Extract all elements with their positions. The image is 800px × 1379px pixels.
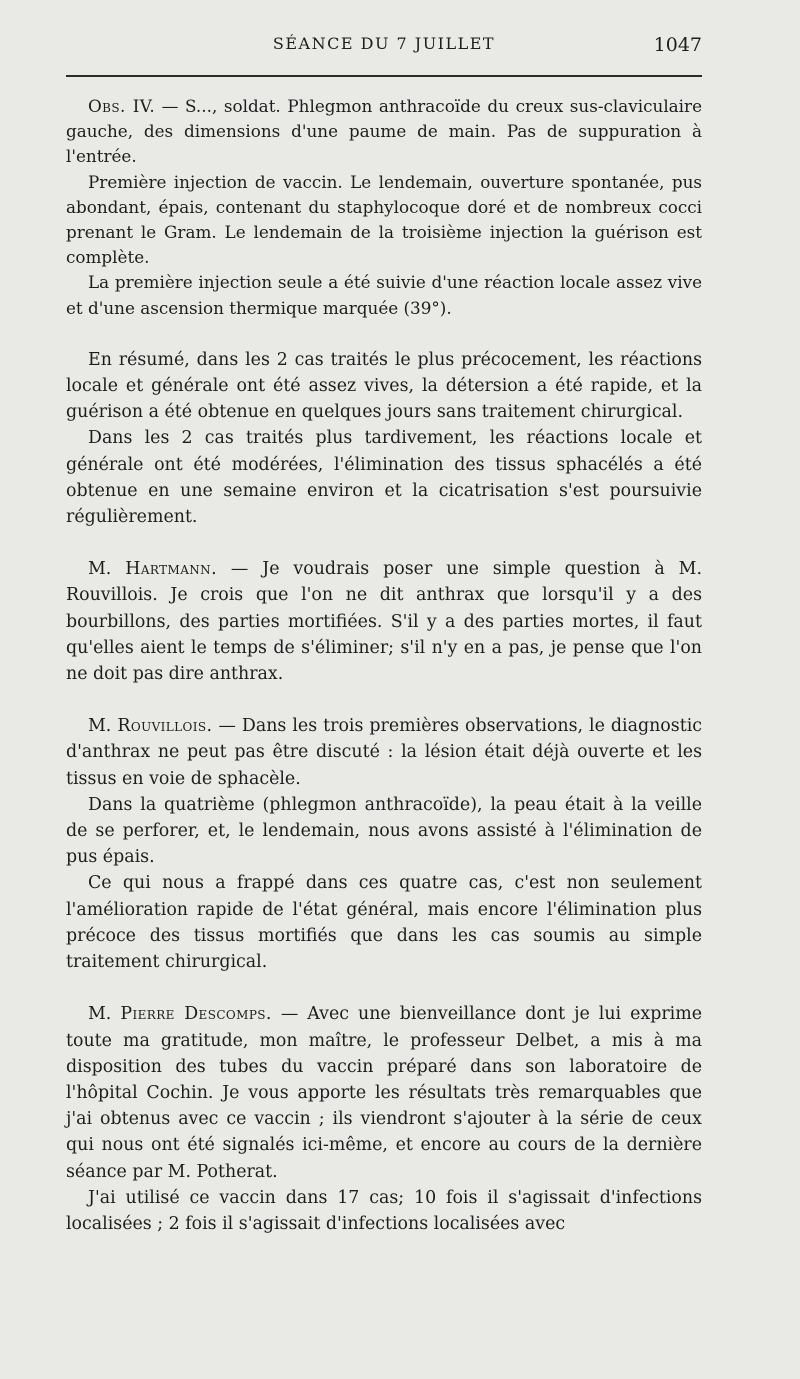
speaker-prefix: M. (88, 716, 118, 737)
speaker-name: Pierre Descomps. (120, 1004, 272, 1025)
speech-text: — Avec une bienveillance dont je lui exprime toute ma gratitude, mon maître, le professeur Delbet, a mis à ma disposition des tubes du vaccin préparé dans son laboratoire de l'hôpital Cochin. Je vous apporte les résultats très remarquables que j'ai obtenus avec ce vaccin ; ils viendront s'ajouter à la série de ceux qui nous ont été signalés ici-même, et encore au cours de la dernière séance par M. Potherat. (66, 1004, 703, 1182)
section-gap (66, 530, 702, 556)
speech-text: — Dans les trois premières observations, le diagnostic d'anthrax ne peut pas être discuté : la lésion était déjà ouverte et les tissus en voie de sphacèle. (66, 716, 702, 789)
speech-paragraph: Dans la quatrième (phlegmon anthracoïde), la peau était à la veille de se perforer, et, le lendemain, nous avons assisté à l'élimination de pus épais. (66, 794, 702, 868)
speech-text: — Je voudrais poser une simple question à M. Rouvillois. Je crois que l'on ne dit anthrax que lorsqu'il y a des bourbillons, des parties mortifiées. S'il y a des parties mortes, il faut qu'elles aient le temps de s'éliminer; s'il n'y en a pas, je pense que l'on ne doit pas dire anthrax. (66, 559, 702, 685)
page-number: 1047 (653, 34, 702, 56)
running-title: SÉANCE DU 7 JUILLET (272, 34, 496, 53)
page-header (66, 34, 702, 64)
body-text (66, 94, 702, 1237)
summary-paragraph: En résumé, dans les 2 cas traités le plus précocement, les réactions locale et générale ont été assez vives, la détersion a été rapide, et la guérison a été obtenue en quelques jours sans traitement chirurgical. (66, 349, 702, 423)
section-gap (66, 975, 702, 1001)
speaker-name: Hartmann. (125, 559, 218, 580)
speech-descomps (66, 1001, 702, 1184)
speaker-prefix: M. (88, 559, 126, 580)
observation-paragraph: Première injection de vaccin. Le lendemain, ouverture spontanée, pus abondant, épais, contenant du staphylocoque doré et de nombreux cocci prenant le Gram. Le lendemain de la troisième injection la guérison est complète. (66, 171, 702, 268)
speaker-prefix: M. (88, 1004, 121, 1025)
section-gap (66, 687, 702, 713)
speech-paragraph: J'ai utilisé ce vaccin dans 17 cas; 10 fois il s'agissait d'infections localisées ; 2 fois il s'agissait d'infections localisées avec (66, 1187, 702, 1234)
speech-rouvillois (66, 713, 702, 792)
speaker-name: Rouvillois. (117, 716, 213, 737)
observation-label: Obs. IV. (88, 96, 156, 116)
observation-iv (66, 94, 702, 321)
speech-hartmann (66, 556, 702, 687)
header-rule (66, 75, 702, 77)
observation-paragraph (66, 94, 702, 170)
section-gap (66, 321, 702, 347)
speech-paragraph: Ce qui nous a frappé dans ces quatre cas, c'est non seulement l'amélioration rapide de l'état général, mais encore l'élimination plus précoce des tissus mortifiés que dans les cas soumis au simple traitement chirurgical. (66, 873, 702, 973)
observation-text: — S..., soldat. Phlegmon anthracoïde du creux sus-claviculaire gauche, des dimensions d'une paume de main. Pas de suppuration à l'entrée. (66, 96, 703, 167)
summary-paragraph: Dans les 2 cas traités plus tardivement, les réactions locale et générale ont été modérées, l'élimination des tissus sphacélés a été obtenue en une semaine environ et la cicatrisation s'est poursuivie régulièrement. (66, 428, 702, 528)
observation-paragraph: La première injection seule a été suivie d'une réaction locale assez vive et d'une ascension thermique marquée (39°). (66, 272, 702, 318)
